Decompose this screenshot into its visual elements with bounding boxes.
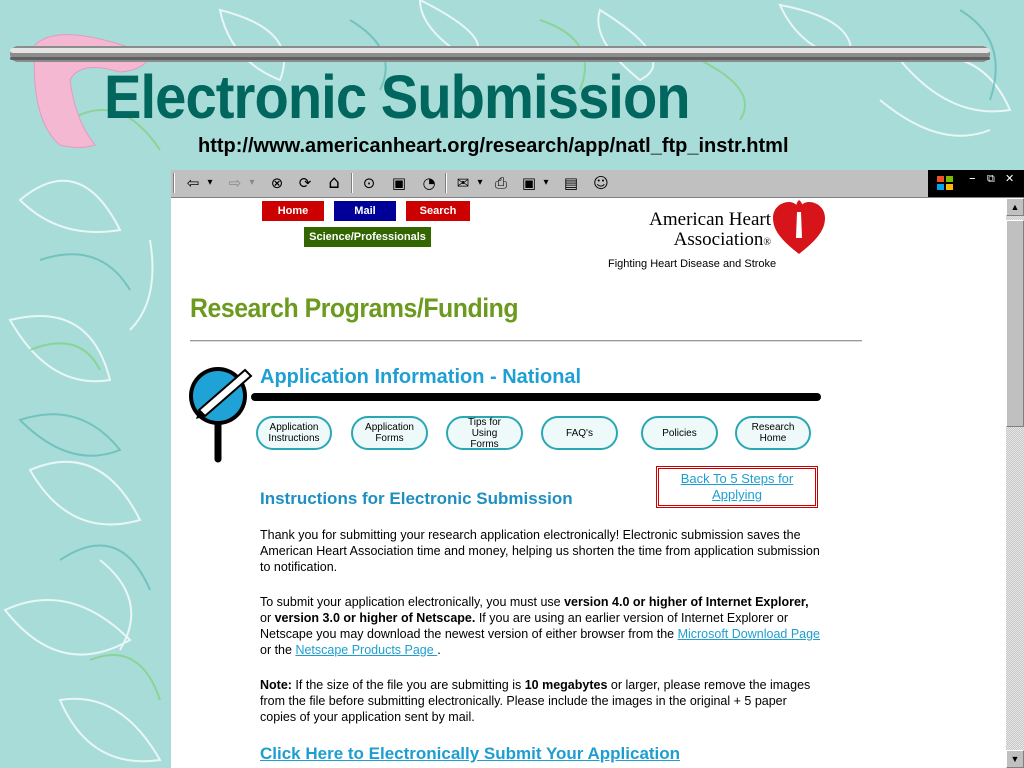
refresh-icon[interactable]: ⟳ (298, 174, 312, 192)
favorites-icon[interactable]: ▣ (391, 174, 407, 192)
section-bar (251, 393, 821, 401)
back-to-steps-link[interactable]: Back To 5 Steps for Applying (658, 468, 816, 506)
print-icon[interactable]: ⎙ (494, 174, 507, 192)
application-info-title: Application Information - National (260, 366, 582, 388)
nav-science-button[interactable]: Science/Professionals (304, 227, 431, 247)
subnav-label: FAQ's (566, 427, 593, 439)
forward-arrow-icon[interactable]: ⇨ (228, 174, 242, 192)
subnav-label: Application Forms (365, 422, 414, 444)
web-page-content (171, 198, 1006, 768)
subnav-label: Tips for Using Forms (468, 416, 501, 450)
subnav-label: Research Home (751, 422, 795, 444)
home-icon[interactable]: ⌂ (328, 172, 340, 193)
slide-url: http://www.americanheart.org/research/app/natl_ftp_instr.html (198, 135, 789, 157)
netscape-products-link[interactable]: Netscape Products Page (295, 643, 438, 657)
forward-dropdown-icon[interactable]: ▾ (249, 177, 255, 188)
toolbar-grip (173, 173, 175, 193)
messenger-icon[interactable]: ☺ (593, 174, 609, 192)
history-icon[interactable]: ◔ (422, 174, 436, 192)
note-paragraph: Note: If the size of the file you are submitting is 10 megabytes or larger, please remove the images from the file before submitting electronically. Please include the images in the original + 5 paper copies of your application sent by mail. (260, 678, 811, 724)
heading-divider (190, 340, 862, 342)
browser-requirements-paragraph: To submit your application electronically, you must use version 4.0 or higher of Internet Explorer, or version 3.0 or higher of Netscape. If you are using an earlier version of Internet Explorer or Netscape you may download the newest version of either browser from the Microsoft Download Page or the Netscape Products Page . (260, 595, 821, 657)
edit-icon[interactable]: ▣ (521, 174, 537, 192)
back-arrow-icon[interactable]: ⇦ (186, 174, 200, 192)
subnav-tips-for-using-forms[interactable] (446, 416, 523, 450)
pencil-magnifier-icon (185, 364, 255, 464)
nav-mail-button[interactable]: Mail (334, 201, 396, 221)
stop-icon[interactable]: ⊗ (270, 174, 284, 192)
research-programs-heading: Research Programs/Funding (190, 293, 519, 323)
aha-logo-text (621, 210, 771, 253)
back-dropdown-icon[interactable]: ▾ (207, 177, 213, 188)
browser-toolbar (171, 170, 1024, 198)
aha-name-line1: American Heart (649, 209, 771, 230)
submit-application-link[interactable]: Click Here to Electronically Submit Your Application (260, 744, 681, 763)
search-icon[interactable]: ⊙ (362, 174, 376, 192)
nav-home-button[interactable]: Home (262, 201, 324, 221)
discuss-icon[interactable]: ▤ (563, 174, 579, 192)
instructions-heading: Instructions for Electronic Submission (260, 489, 573, 508)
minimize-icon[interactable]: – (969, 171, 976, 186)
mail-dropdown-icon[interactable]: ▾ (477, 177, 483, 188)
aha-tagline: Fighting Heart Disease and Stroke (608, 258, 777, 270)
subnav-research-home[interactable] (735, 416, 811, 450)
scroll-thumb[interactable] (1006, 220, 1024, 427)
subnav-faqs[interactable] (541, 416, 618, 450)
heart-torch-logo-icon[interactable] (771, 198, 827, 256)
scroll-down-button[interactable]: ▼ (1006, 750, 1024, 768)
close-icon[interactable]: ✕ (1005, 172, 1015, 185)
registered-mark: ® (763, 237, 771, 248)
vertical-scrollbar[interactable] (1006, 198, 1024, 768)
intro-paragraph: Thank you for submitting your research application electronically! Electronic submission saves the American Heart Association time and money, helping us shorten the time from application submission to notification. (260, 528, 820, 574)
mail-icon[interactable]: ✉ (456, 174, 470, 192)
toolbar-separator (445, 173, 447, 193)
microsoft-download-link[interactable]: Microsoft Download Page (677, 627, 821, 641)
browser-window (171, 170, 1024, 768)
subnav-policies[interactable] (641, 416, 718, 450)
subnav-label: Policies (662, 427, 697, 439)
restore-icon[interactable]: ⧉ (987, 172, 995, 185)
subnav-application-forms[interactable] (351, 416, 428, 450)
subnav-application-instructions[interactable] (256, 416, 332, 450)
slide-title: Electronic Submission (104, 63, 690, 131)
nav-search-button[interactable]: Search (406, 201, 470, 221)
edit-dropdown-icon[interactable]: ▾ (543, 177, 549, 188)
aha-name-line2: Association (673, 229, 764, 250)
subnav-label: Application Instructions (268, 422, 320, 444)
scroll-up-button[interactable]: ▲ (1006, 198, 1024, 216)
toolbar-separator (351, 173, 353, 193)
windows-logo-icon (936, 175, 954, 191)
